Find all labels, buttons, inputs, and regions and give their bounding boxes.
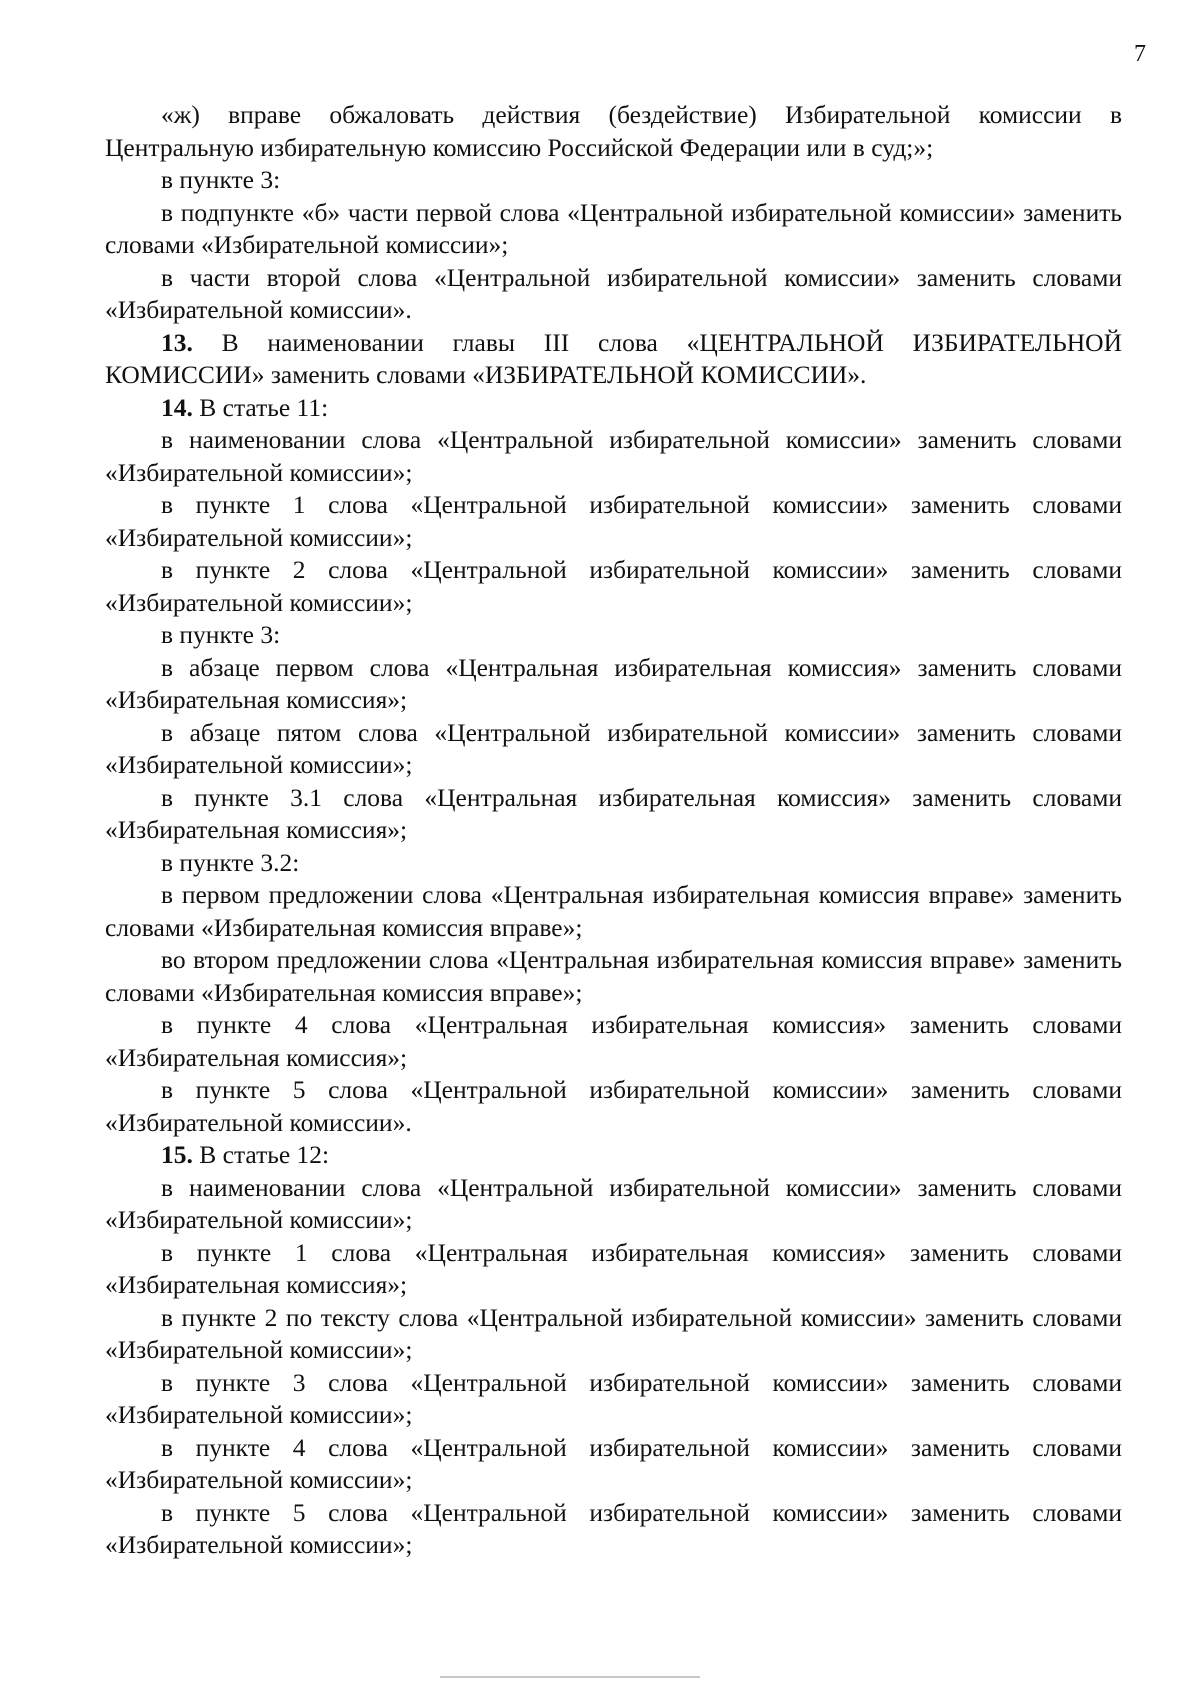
paragraph-text: в пункте 3: xyxy=(161,620,281,649)
paragraph xyxy=(105,99,1122,164)
paragraph-text: в пункте 3 слова «Центральной избирательной комиссии» заменить словами «Избирательной комиссии»; xyxy=(105,1367,1122,1429)
item-number: 13. xyxy=(161,327,193,357)
paragraph-text: во втором предложении слова «Центральная избирательная комиссия вправе» заменить словами «Избирательная комиссия вправе»; xyxy=(105,945,1122,1007)
paragraph-text: В статье 12: xyxy=(192,1140,330,1169)
paragraph xyxy=(105,1237,1122,1302)
paragraph-text: в наименовании слова «Центральной избирательной комиссии» заменить словами «Избирательной комиссии»; xyxy=(105,425,1122,487)
paragraph xyxy=(105,1367,1122,1432)
paragraph-text: в наименовании слова «Центральной избирательной комиссии» заменить словами «Избирательной комиссии»; xyxy=(105,1172,1122,1234)
paragraph xyxy=(105,262,1122,327)
page-number: 7 xyxy=(1134,41,1146,67)
paragraph-text: в пункте 4 слова «Центральная избирательная комиссия» заменить словами «Избирательная комиссия»; xyxy=(105,1010,1122,1072)
paragraph-text: в пункте 3.2: xyxy=(161,847,300,877)
paragraph xyxy=(105,1172,1122,1237)
paragraph-text: в пункте 1 слова «Центральной избирательной комиссии» заменить словами «Избирательной комиссии»; xyxy=(105,490,1122,552)
paragraph-text: в пункте 2 слова «Центральной избирательной комиссии» заменить словами «Избирательной комиссии»; xyxy=(105,555,1122,617)
paragraph-text: в пункте 5 слова «Центральной избирательной комиссии» заменить словами «Избирательной комиссии»; xyxy=(105,1497,1122,1559)
paragraph-text: в пункте 1 слова «Центральная избирательная комиссия» заменить словами «Избирательная комиссия»; xyxy=(105,1237,1122,1299)
paragraph-text: в пункте 4 слова «Центральной избирательной комиссии» заменить словами «Избирательной комиссии»; xyxy=(105,1432,1122,1494)
paragraph-text: в части второй слова «Центральной избирательной комиссии» заменить словами «Избирательной комиссии». xyxy=(105,262,1122,324)
paragraph xyxy=(105,879,1122,944)
paragraph xyxy=(105,1074,1122,1139)
paragraph xyxy=(105,944,1122,1009)
paragraph xyxy=(105,782,1122,847)
paragraph xyxy=(105,197,1122,262)
document-body xyxy=(105,99,1122,1562)
item-number: 14. xyxy=(161,392,193,422)
paragraph xyxy=(105,1302,1122,1367)
paragraph xyxy=(105,619,1122,652)
paragraph-text: в первом предложении слова «Центральная избирательная комиссия вправе» заменить словами «Избирательная комиссия вправе»; xyxy=(105,880,1122,942)
paragraph-text: В наименовании главы III слова «ЦЕНТРАЛЬНОЙ ИЗБИРАТЕЛЬНОЙ КОМИССИИ» заменить словами «ИЗБИРАТЕЛЬНОЙ КОМИССИИ». xyxy=(105,327,1122,389)
paragraph-text: В статье 11: xyxy=(192,392,329,422)
paragraph xyxy=(105,489,1122,554)
paragraph-text: в подпункте «б» части первой слова «Центральной избирательной комиссии» заменить словами «Избирательной комиссии»; xyxy=(105,197,1122,259)
paragraph-text: в пункте 3.1 слова «Центральная избирательная комиссия» заменить словами «Избирательная комиссия»; xyxy=(105,782,1122,844)
paragraph-text: в абзаце пятом слова «Центральной избирательной комиссии» заменить словами «Избирательной комиссии»; xyxy=(105,717,1122,779)
paragraph-text: в пункте 3: xyxy=(161,165,281,194)
scan-artifact-line xyxy=(440,1676,700,1678)
paragraph xyxy=(105,652,1122,717)
paragraph xyxy=(105,554,1122,619)
paragraph-text: в абзаце первом слова «Центральная избирательная комиссия» заменить словами «Избирательная комиссия»; xyxy=(105,652,1122,714)
paragraph xyxy=(105,717,1122,782)
paragraph xyxy=(105,1009,1122,1074)
paragraph xyxy=(105,392,1122,425)
paragraph xyxy=(105,327,1122,392)
paragraph-text: в пункте 5 слова «Центральной избирательной комиссии» заменить словами «Избирательной комиссии». xyxy=(105,1075,1122,1137)
item-number: 15. xyxy=(161,1140,193,1169)
paragraph xyxy=(105,424,1122,489)
paragraph xyxy=(105,1497,1122,1562)
paragraph-text: «ж) вправе обжаловать действия (бездействие) Избирательной комиссии в Центральную избирательную комиссию Российской Федерации или в суд;»; xyxy=(105,100,1122,162)
paragraph xyxy=(105,1139,1122,1172)
paragraph xyxy=(105,847,1122,880)
paragraph-text: в пункте 2 по тексту слова «Центральной избирательной комиссии» заменить словами «Избирательной комиссии»; xyxy=(105,1302,1122,1364)
paragraph xyxy=(105,1432,1122,1497)
paragraph xyxy=(105,164,1122,197)
